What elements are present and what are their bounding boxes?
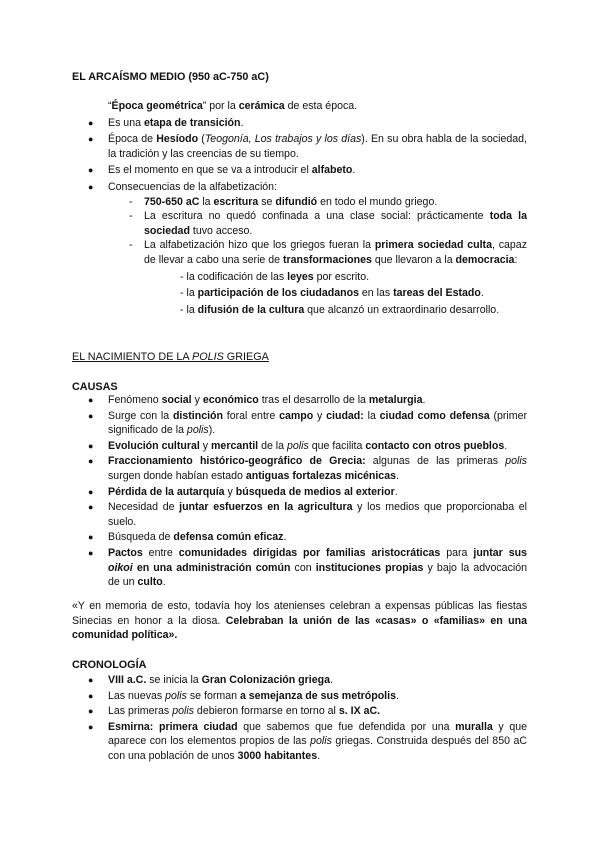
text-run: que llevaron a la bbox=[371, 253, 456, 266]
bullet-icon: ● bbox=[88, 547, 94, 558]
text-run: y bbox=[313, 409, 327, 422]
text-run: juntar sus bbox=[473, 546, 527, 559]
text-run: y bajo la advocación de un bbox=[108, 561, 527, 589]
text-run: primera sociedad culta bbox=[374, 239, 492, 252]
list-item bbox=[72, 546, 527, 590]
bullet-icon: ● bbox=[88, 395, 94, 405]
bullet-icon: ● bbox=[88, 181, 94, 192]
bullet-icon: ● bbox=[88, 456, 94, 467]
text-run: Evolución cultural bbox=[108, 439, 200, 452]
text-run: campo bbox=[279, 409, 314, 422]
text-run: «Y en memoria de esto, todavía hoy los atenienses celebran a expensas públicas las fiestas Sinecias en honor a la diosa. bbox=[72, 600, 527, 627]
text-run: etapa de transición bbox=[143, 116, 241, 129]
text-run: Consecuencias de la alfabetización: bbox=[108, 180, 278, 193]
text-run: VIII a.C. bbox=[108, 674, 147, 686]
text-run: comunidades dirigidas por familias aristocráticas bbox=[178, 546, 441, 559]
text-run: Necesidad de bbox=[108, 501, 180, 514]
list-item bbox=[72, 485, 527, 500]
list-item bbox=[72, 132, 527, 161]
text-run: democracia bbox=[455, 253, 515, 266]
text-run: cerámica bbox=[238, 100, 285, 112]
text-run: surgen donde habían estado bbox=[108, 469, 246, 482]
text-run: en las bbox=[358, 287, 394, 300]
text-run: instituciones propias bbox=[315, 561, 424, 574]
text-run: EL ARCAÍSMO MEDIO (950 aC-750 aC) bbox=[72, 71, 269, 83]
bullet-icon: ● bbox=[88, 440, 94, 451]
text-run: se forman bbox=[186, 689, 240, 702]
list-item bbox=[72, 439, 527, 454]
text-run: Es una bbox=[108, 116, 144, 129]
causas-list bbox=[72, 393, 527, 590]
text-run: primera ciudad bbox=[158, 720, 238, 733]
sub-item bbox=[72, 303, 527, 318]
text-run: polis bbox=[310, 735, 332, 748]
text-run: s. IX aC. bbox=[338, 705, 381, 718]
list-item bbox=[72, 689, 527, 704]
text-run: en una administración común bbox=[132, 561, 291, 574]
quote-paragraph bbox=[72, 599, 527, 643]
list-item bbox=[72, 720, 527, 764]
text-run: y bbox=[224, 485, 236, 498]
text-run: mercantil bbox=[211, 439, 259, 452]
section-title-polis bbox=[72, 350, 269, 365]
bullet-icon: ● bbox=[88, 117, 94, 128]
text-run: social bbox=[161, 394, 192, 406]
bullet-icon: ● bbox=[88, 675, 94, 685]
text-run: difusión de la cultura bbox=[197, 303, 305, 316]
text-run: Época de bbox=[108, 133, 157, 146]
list-item bbox=[72, 530, 527, 545]
bullet-icon: ● bbox=[88, 486, 94, 497]
text-run: 3000 habitantes bbox=[237, 749, 318, 762]
text-run: polis bbox=[505, 455, 527, 468]
text-run: . bbox=[240, 116, 244, 129]
text-run: metalurgia bbox=[368, 394, 423, 406]
text-run: escritura bbox=[213, 195, 259, 208]
text-run: y que aparece con los elementos propios de las bbox=[108, 720, 527, 748]
list-item bbox=[72, 116, 527, 131]
text-run: CAUSAS bbox=[72, 381, 118, 393]
text-run: . bbox=[329, 674, 333, 686]
text-run: , capaz de llevar a cabo una serie de bbox=[144, 239, 528, 266]
text-run: de la bbox=[258, 439, 287, 452]
text-run: se bbox=[258, 195, 276, 208]
subheading-cronologia bbox=[72, 658, 146, 673]
text-run: - la bbox=[180, 287, 198, 300]
text-run: antiguas fortalezas micénicas bbox=[245, 469, 396, 482]
text-run: juntar esfuerzos en la agricultura bbox=[179, 501, 353, 514]
text-run: . bbox=[480, 287, 484, 300]
text-run: Pérdida de la autarquía bbox=[108, 485, 225, 498]
text-run: la bbox=[363, 409, 380, 422]
text-run: La escritura no quedó confinada a una clase social: prácticamente bbox=[144, 210, 490, 223]
text-run: Celebraban la unión de las «casas» o «familias» en una comunidad política». bbox=[72, 614, 527, 642]
section-title-arcaismo bbox=[72, 70, 269, 85]
text-run: . bbox=[162, 576, 166, 589]
text-run: “ bbox=[108, 100, 112, 112]
text-run: Búsqueda de bbox=[108, 531, 174, 544]
text-run: distinción bbox=[172, 409, 223, 422]
text-run: CRONOLOGÍA bbox=[72, 659, 147, 671]
text-run: . bbox=[395, 689, 399, 702]
list-item bbox=[72, 704, 527, 719]
text-run: foral entre bbox=[222, 409, 280, 422]
text-run: . bbox=[283, 531, 287, 544]
list-item bbox=[72, 500, 527, 529]
text-run: defensa común eficaz bbox=[173, 531, 284, 544]
text-run: participación de los ciudadanos bbox=[197, 287, 359, 300]
text-run: ( bbox=[198, 133, 205, 146]
text-run: para bbox=[440, 546, 474, 559]
text-run: que sabemos que fue defendida por una bbox=[237, 720, 456, 733]
text-run: alfabeto bbox=[311, 164, 353, 177]
text-run: de esta época. bbox=[284, 100, 358, 112]
text-run: . bbox=[422, 394, 426, 406]
text-run: a semejanza de sus metrópolis bbox=[239, 689, 396, 702]
text-run: ). En su obra habla de la sociedad, la tradición y las creencias de su tiempo. bbox=[108, 133, 527, 160]
text-run: tras el desarrollo de la bbox=[258, 394, 369, 406]
text-run: - la bbox=[180, 303, 198, 316]
text-run: Las primeras bbox=[108, 705, 173, 718]
text-run: económico bbox=[202, 394, 259, 406]
text-run: . bbox=[395, 469, 399, 482]
text-run: griegas. Construida después del 850 aC con una población de unos bbox=[108, 735, 527, 762]
bullet-icon: ● bbox=[88, 410, 94, 421]
bullet-icon: ● bbox=[88, 532, 94, 543]
text-run: culto bbox=[137, 576, 163, 589]
text-run: ). bbox=[208, 424, 216, 437]
text-run: ciudad: bbox=[326, 409, 364, 422]
text-run: tuvo acceso. bbox=[189, 224, 253, 237]
text-run: la bbox=[199, 195, 214, 208]
dash-item: - La escritura no quedó confinada a una clase social: prácticamente toda la sociedad tuvo acceso. bbox=[129, 210, 528, 237]
text-run: (primer significado de la bbox=[108, 409, 527, 437]
text-run: POLIS bbox=[192, 351, 224, 363]
text-run: polis bbox=[172, 705, 194, 718]
text-run: Época geométrica bbox=[111, 100, 203, 112]
text-run: EL NACIMIENTO DE LA bbox=[72, 351, 192, 363]
text-run: oikoi bbox=[108, 561, 133, 574]
text-run: Hesíodo bbox=[156, 133, 199, 146]
cronologia-list bbox=[72, 673, 527, 764]
text-run: algunas de las primeras bbox=[365, 455, 506, 468]
text-run: Fenómeno bbox=[108, 394, 162, 406]
list-item bbox=[72, 180, 527, 195]
text-run: Surge con la bbox=[108, 409, 173, 422]
bullet-icon: ● bbox=[88, 721, 94, 732]
text-run: La alfabetización hizo que los griegos fueran la bbox=[144, 239, 375, 252]
list-item bbox=[72, 454, 527, 483]
text-run: ciudad como defensa bbox=[379, 409, 490, 422]
bullet-icon: ● bbox=[88, 134, 94, 145]
text-run: GRIEGA bbox=[223, 351, 269, 363]
intro-line bbox=[72, 99, 527, 114]
text-run: toda la sociedad bbox=[144, 210, 528, 237]
list-item bbox=[72, 409, 527, 438]
text-run: - la codificación de las bbox=[180, 270, 288, 283]
text-run: y los medios que proporcionaba el suelo. bbox=[108, 501, 527, 528]
text-run: polis bbox=[186, 424, 209, 437]
text-run: que alcanzó un extraordinario desarrollo. bbox=[304, 303, 500, 316]
text-run: . bbox=[504, 439, 508, 452]
text-run: por escrito. bbox=[313, 270, 370, 283]
text-run: entre bbox=[142, 546, 179, 559]
sub-item bbox=[72, 286, 527, 301]
bullet-icon: ● bbox=[88, 706, 94, 717]
bullet-icon: ● bbox=[88, 502, 94, 513]
text-run: ” por la bbox=[202, 100, 239, 112]
text-run: debieron formarse en torno al bbox=[193, 705, 339, 718]
section-arcaismo-body bbox=[72, 99, 527, 317]
text-run: contacto con otros pueblos bbox=[365, 439, 505, 452]
text-run: se inicia la bbox=[146, 674, 202, 686]
dash-item: - 750-650 aC la escritura se difundió en todo el mundo griego. bbox=[129, 195, 438, 208]
text-run: Es el momento en que se va a introducir el bbox=[108, 164, 312, 177]
bullet-icon: ● bbox=[88, 690, 94, 701]
text-run: búsqueda de medios al exterior bbox=[235, 485, 395, 498]
text-run: polis bbox=[165, 689, 187, 702]
text-run: difundió bbox=[275, 195, 318, 208]
text-run: . bbox=[394, 485, 398, 498]
text-run: . bbox=[317, 749, 321, 762]
sub-item bbox=[72, 270, 527, 285]
bullet-icon: ● bbox=[88, 165, 94, 176]
text-run: con bbox=[290, 561, 316, 574]
text-run: en todo el mundo griego. bbox=[317, 195, 438, 208]
text-run: leyes bbox=[287, 270, 314, 283]
text-run: muralla bbox=[455, 720, 493, 733]
text-run: : bbox=[514, 253, 518, 266]
text-run: Teogonía, Los trabajos y los días bbox=[204, 133, 362, 146]
text-run: transformaciones bbox=[283, 253, 372, 266]
text-run: tareas del Estado bbox=[393, 287, 481, 300]
text-run: que facilita bbox=[308, 439, 366, 452]
text-run: y bbox=[191, 394, 203, 406]
text-run: Las nuevas bbox=[108, 689, 166, 702]
text-run: Gran Colonización griega bbox=[201, 674, 330, 686]
text-run: . bbox=[352, 164, 356, 177]
text-run: y bbox=[199, 439, 212, 452]
dash-item: - La alfabetización hizo que los griegos fueran la primera sociedad culta, capaz de llevar a cabo una serie de transformaciones que llevaron a la democracia: bbox=[129, 239, 528, 266]
list-item bbox=[72, 163, 527, 178]
text-run: Fraccionamiento histórico-geográfico de Grecia: bbox=[108, 455, 366, 468]
list-item bbox=[72, 393, 527, 408]
text-run: 750-650 aC bbox=[144, 195, 200, 208]
text-run: Esmirna: bbox=[108, 720, 154, 733]
list-item bbox=[72, 673, 527, 688]
text-run: Pactos bbox=[108, 546, 143, 559]
text-run: polis bbox=[286, 439, 309, 452]
